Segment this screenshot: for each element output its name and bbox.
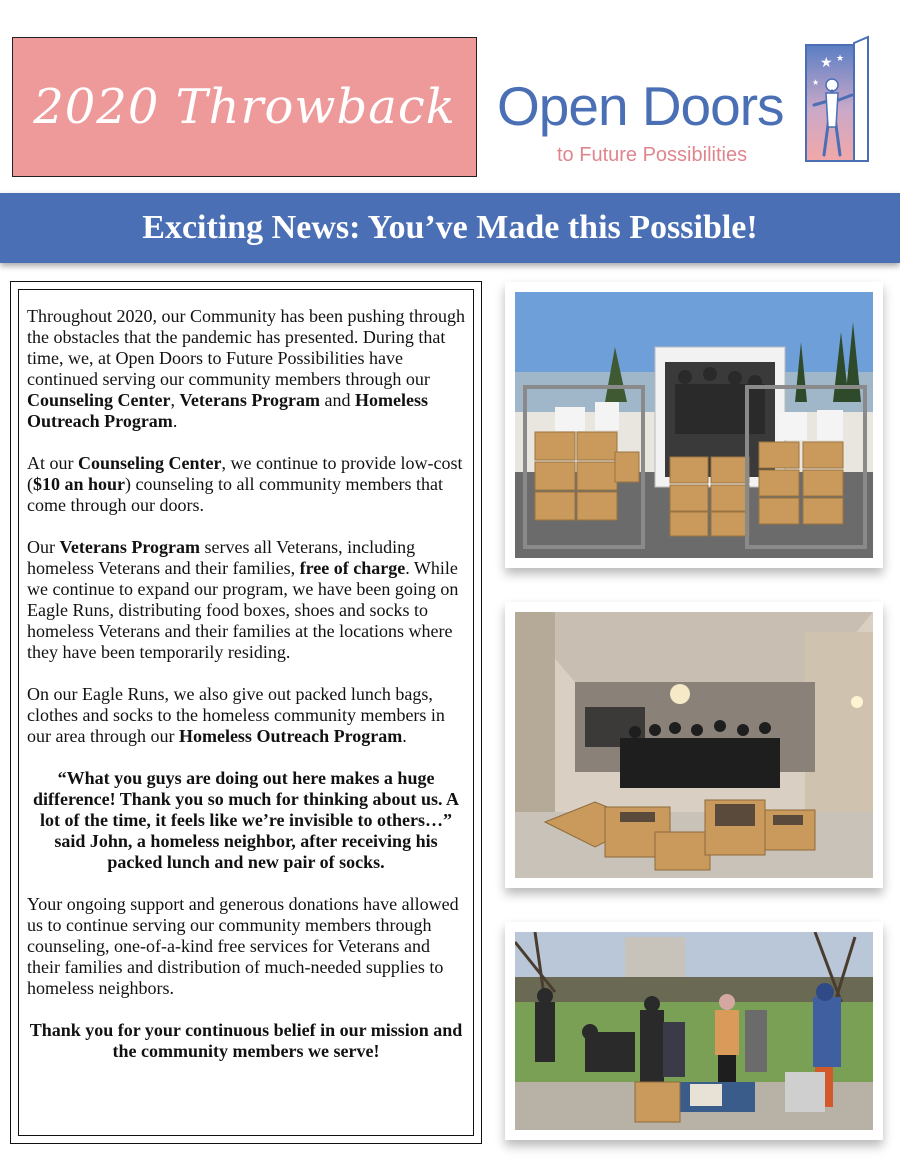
p2-bold-counseling: Counseling Center (78, 453, 222, 473)
p4-text-2: . (402, 726, 407, 746)
open-door-figure-icon (798, 35, 873, 170)
p3-text: Our (27, 537, 60, 557)
quote-john: “What you guys are doing out here makes a huge difference! Thank you so much for thinking about us. A lot of the time, it feels like we’re invisible to others…” said John, a homeless neighbor, after receiving his packed lunch and new pair of socks. (32, 768, 460, 872)
closing-thanks: Thank you for your continuous belief in our mission and the community members we serve! (29, 1020, 463, 1061)
photo-indoor-group (505, 602, 883, 888)
paragraph-eagle-runs (27, 684, 465, 747)
p1-text-2: , (170, 390, 180, 410)
truck-volunteers-image (515, 292, 873, 558)
photo-truck-volunteers (505, 282, 883, 568)
headline-bar (0, 193, 900, 263)
open-doors-logo (495, 35, 875, 175)
p1-text-3: and (319, 390, 355, 410)
banner-title: 2020 Throwback (33, 79, 456, 135)
p1-text: Throughout 2020, our Community has been pushing through the obstacles that the pandemic has presented. During that time, we, at Open Doors to Future Possibilities have continued serving our community members through our (27, 306, 465, 389)
headline: Exciting News: You’ve Made this Possible! (142, 209, 758, 246)
article-text (18, 289, 474, 1136)
p3-bold-free: free of charge (299, 558, 406, 578)
paragraph-counseling (27, 453, 465, 516)
p1-text-4: . (172, 411, 178, 431)
p1-bold-veterans: Veterans Program (179, 390, 320, 410)
paragraph-veterans (27, 537, 465, 663)
svg-text:★: ★ (836, 54, 845, 64)
svg-text:★: ★ (820, 55, 833, 71)
p3-text-3: . While we continue to expand our program, we have been going on Eagle Runs, distributing food boxes, shoes and socks to homeless Veterans and their families at the locations where they have been temporarily residing. (27, 558, 459, 662)
paragraph-intro (27, 306, 465, 432)
p2-text-3: ) counseling to all community members that come through our doors. (27, 474, 443, 515)
park-distribution-image (515, 932, 873, 1130)
p1-bold-homeless: Homeless Outreach Program (27, 390, 428, 431)
p4-text: On our Eagle Runs, we also give out packed lunch bags, clothes and socks to the homeless community members in our area through our (27, 684, 445, 746)
logo-sub-text: to Future Possibilities (557, 144, 748, 166)
p3-text-2: serves all Veterans, including homeless Veterans and their families, (27, 537, 416, 578)
p4-bold-homeless: Homeless Outreach Program (178, 726, 403, 746)
indoor-group-image (515, 612, 873, 878)
p3-bold-veterans: Veterans Program (59, 537, 200, 557)
banner-title-box (12, 37, 477, 177)
p2-text: At our (27, 453, 78, 473)
p1-bold-counseling: Counseling Center (27, 390, 171, 410)
p2-text-2: , we continue to provide low-cost ( (27, 453, 463, 494)
paragraph-support: Your ongoing support and generous donations have allowed us to continue serving our community members through counseling, one-of-a-kind free services for Veterans and their families and distribution of much-needed supplies to homeless neighbors. (27, 894, 459, 998)
logo-main-text: Open Doors (497, 75, 784, 137)
photo-park-distribution (505, 922, 883, 1140)
svg-text:★: ★ (812, 78, 820, 87)
p2-bold-price: $10 an hour (33, 474, 126, 494)
